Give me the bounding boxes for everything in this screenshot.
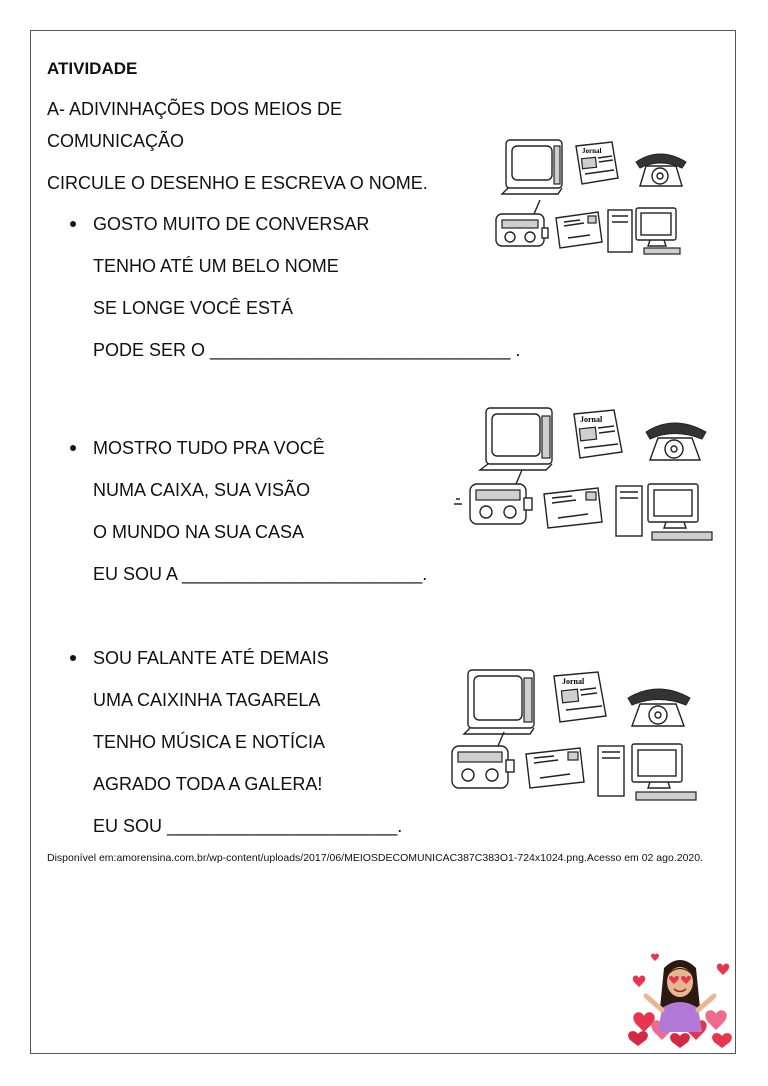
teacher-avatar-decoration: [628, 952, 732, 1048]
television-icon[interactable]: [480, 408, 552, 470]
riddle-1-line-3: SE LONGE VOCÊ ESTÁ: [93, 298, 294, 318]
riddle-1-line-2: TENHO ATÉ UM BELO NOME: [93, 256, 339, 276]
riddle-2-line-1: MOSTRO TUDO PRA VOCÊ: [93, 438, 325, 458]
newspaper-icon[interactable]: [554, 672, 606, 722]
letter-icon[interactable]: [544, 488, 602, 528]
radio-icon[interactable]: [496, 200, 548, 246]
riddle-1-answer-line[interactable]: PODE SER O ______________________________ .: [93, 340, 521, 360]
riddle-2-line-3: O MUNDO NA SUA CASA: [93, 522, 305, 542]
newspaper-icon[interactable]: [576, 142, 618, 184]
section-title-line2: COMUNICAÇÃO: [47, 131, 185, 151]
media-images-group-1[interactable]: [494, 138, 694, 264]
newspaper-masthead: Jornal: [580, 415, 603, 424]
television-icon[interactable]: [464, 670, 534, 734]
media-images-group-3[interactable]: [450, 668, 712, 802]
television-icon[interactable]: [502, 140, 562, 194]
radio-icon[interactable]: [454, 470, 532, 524]
computer-icon[interactable]: [608, 208, 680, 254]
letter-icon[interactable]: [526, 748, 584, 788]
riddle-3-line-2: UMA CAIXINHA TAGARELA: [93, 690, 321, 710]
section-title-line1: A- ADIVINHAÇÕES DOS MEIOS DE: [47, 99, 343, 119]
newspaper-masthead: Jornal: [582, 147, 602, 155]
computer-icon[interactable]: [616, 484, 712, 540]
bullet-2: [70, 445, 76, 451]
computer-icon[interactable]: [598, 744, 696, 800]
riddle-3-line-3: TENHO MÚSICA E NOTÍCIA: [93, 732, 326, 752]
bullet-3: [70, 655, 76, 661]
newspaper-icon[interactable]: [574, 410, 622, 458]
riddle-3-line-1: SOU FALANTE ATÉ DEMAIS: [93, 648, 329, 668]
newspaper-masthead: Jornal: [562, 677, 585, 686]
riddle-1-line-1: GOSTO MUITO DE CONVERSAR: [93, 214, 370, 234]
letter-icon[interactable]: [556, 212, 602, 248]
source-citation: Disponível em:amorensina.com.br/wp-content/uploads/2017/06/MEIOSDECOMUNICAC387C383O1-724x1024.png.Acesso em 02 ago.2020.: [47, 852, 704, 864]
media-images-group-2[interactable]: [452, 404, 722, 548]
telephone-icon[interactable]: [628, 689, 690, 726]
instruction-text: CIRCULE O DESENHO E ESCREVA O NOME.: [47, 173, 428, 193]
telephone-icon[interactable]: [646, 423, 706, 460]
radio-icon[interactable]: [452, 732, 514, 788]
riddle-2-line-2: NUMA CAIXA, SUA VISÃO: [93, 480, 311, 500]
activity-title: ATIVIDADE: [47, 59, 138, 78]
riddle-3-line-4: AGRADO TODA A GALERA!: [93, 774, 323, 794]
bullet-1: [70, 221, 76, 227]
riddle-2-answer-line[interactable]: EU SOU A ________________________.: [93, 564, 428, 584]
riddle-3-answer-line[interactable]: EU SOU _______________________.: [93, 816, 403, 836]
telephone-icon[interactable]: [636, 154, 686, 186]
